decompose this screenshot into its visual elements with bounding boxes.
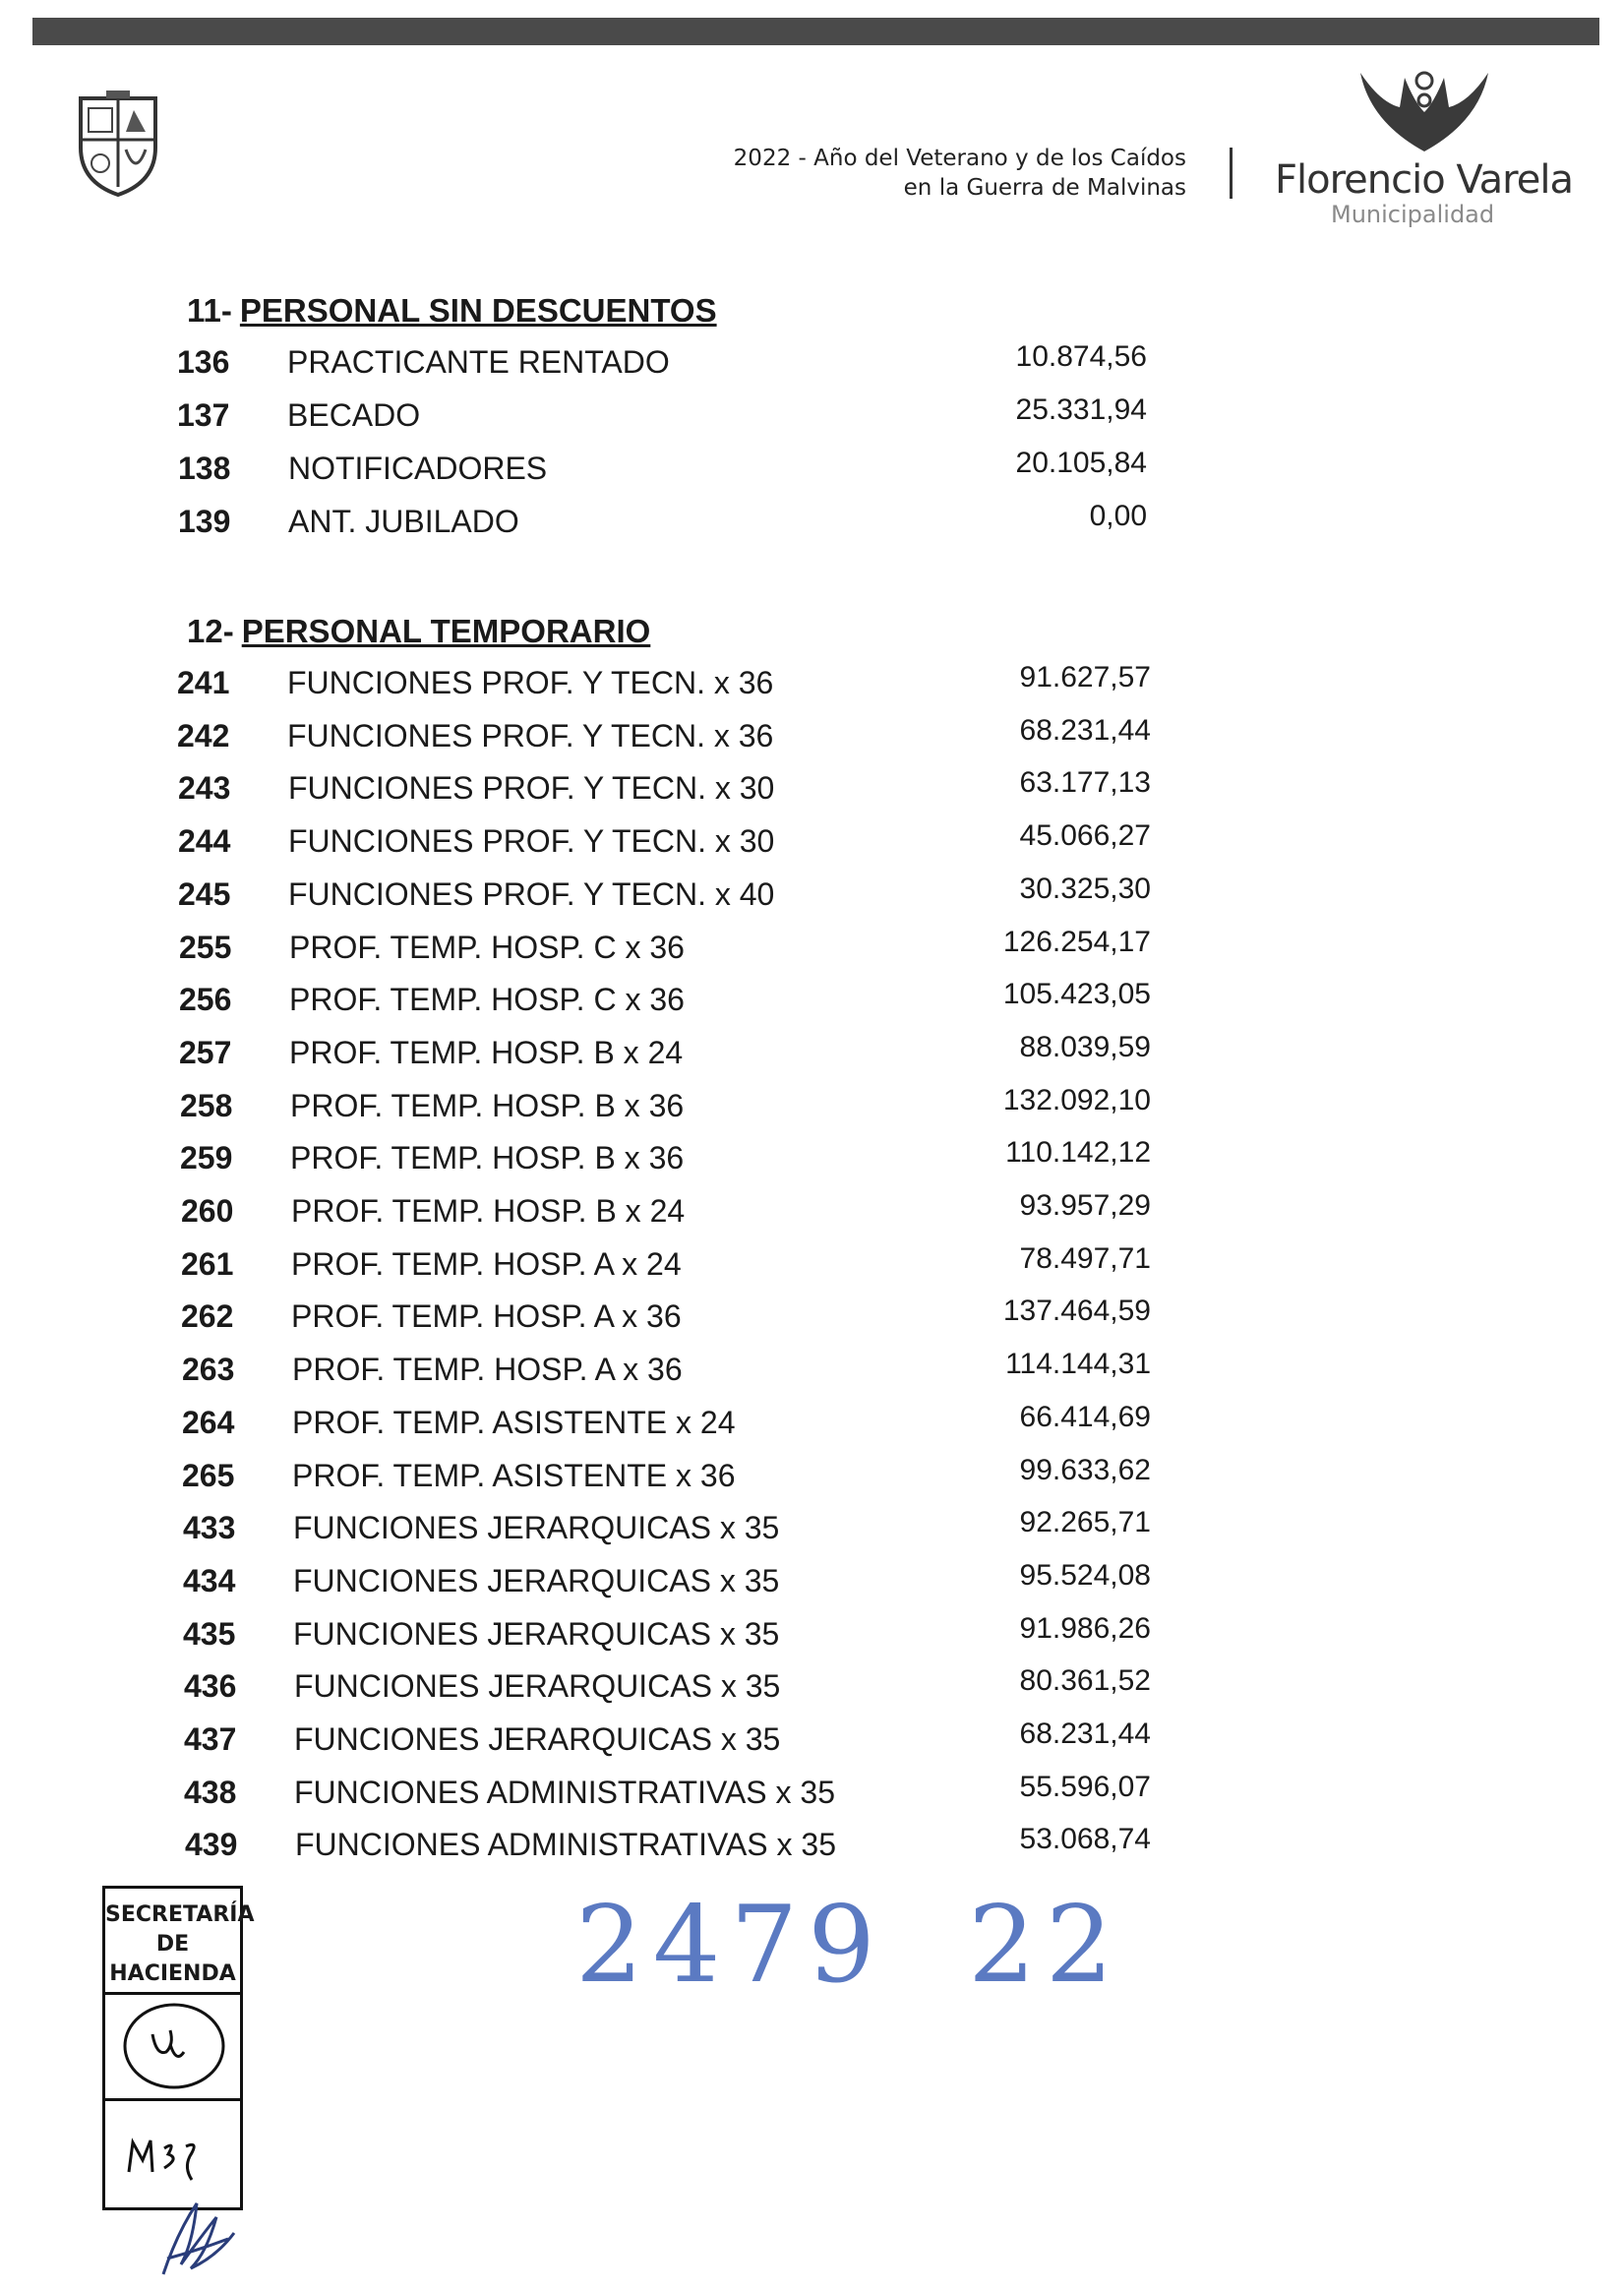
- row-description: FUNCIONES JERARQUICAS x 35: [293, 1510, 780, 1545]
- row-description: PROF. TEMP. ASISTENTE x 36: [292, 1458, 736, 1493]
- page-top-bar: [32, 18, 1599, 45]
- row-description: PROF. TEMP. HOSP. A x 24: [291, 1246, 682, 1282]
- row-amount: 66.414,69: [1019, 1401, 1151, 1433]
- row-amount: 88.039,59: [1019, 1031, 1151, 1063]
- table-row: [179, 1031, 1151, 1080]
- row-code: 261: [181, 1246, 234, 1282]
- row-amount: 25.331,94: [1015, 393, 1147, 426]
- row-description: FUNCIONES JERARQUICAS x 35: [294, 1668, 781, 1704]
- table-row: [181, 1295, 1151, 1344]
- florencio-varela-logo-icon: [1351, 63, 1498, 161]
- row-description: FUNCIONES PROF. Y TECN. x 40: [288, 876, 775, 912]
- row-code: 438: [184, 1775, 237, 1810]
- row-code: 437: [184, 1721, 237, 1757]
- row-amount: 20.105,84: [1015, 447, 1147, 479]
- table-row: [184, 1771, 1151, 1820]
- row-code: 137: [177, 397, 230, 433]
- row-amount: 80.361,52: [1019, 1664, 1151, 1697]
- table-row: [179, 978, 1151, 1027]
- row-code: 259: [180, 1140, 233, 1175]
- table-row: [185, 1823, 1151, 1872]
- header-divider: [1230, 148, 1233, 199]
- row-amount: 93.957,29: [1019, 1189, 1151, 1222]
- row-code: 260: [181, 1193, 234, 1229]
- stamp-line: DE: [155, 1932, 190, 1957]
- table-row: [180, 1084, 1151, 1133]
- table-row: [181, 1242, 1151, 1292]
- section-number: 11-: [187, 292, 232, 329]
- row-description: FUNCIONES PROF. Y TECN. x 30: [288, 823, 775, 859]
- row-amount: 63.177,13: [1019, 766, 1151, 799]
- row-description: PROF. TEMP. HOSP. A x 36: [291, 1298, 682, 1334]
- row-description: PROF. TEMP. ASISTENTE x 24: [292, 1405, 736, 1440]
- section-title-12: [187, 613, 650, 650]
- row-amount: 68.231,44: [1019, 714, 1151, 747]
- initial-circle-signature-icon: [105, 1995, 240, 2098]
- row-description: PROF. TEMP. HOSP. B x 36: [290, 1088, 685, 1123]
- row-description: BECADO: [287, 397, 421, 433]
- table-row: [177, 340, 1147, 390]
- table-row: [182, 1454, 1151, 1503]
- table-row: [178, 500, 1147, 549]
- row-code: 138: [178, 451, 231, 486]
- table-row: [181, 1189, 1151, 1238]
- row-description: PROF. TEMP. HOSP. C x 36: [289, 982, 685, 1017]
- row-code: 264: [182, 1405, 235, 1440]
- row-description: FUNCIONES PROF. Y TECN. x 36: [287, 665, 774, 700]
- table-row: [177, 714, 1151, 763]
- table-row: [183, 1506, 1151, 1555]
- row-code: 256: [179, 982, 232, 1017]
- row-amount: 55.596,07: [1019, 1771, 1151, 1803]
- table-row: [183, 1559, 1151, 1608]
- table-row: [182, 1348, 1151, 1397]
- section-name: PERSONAL SIN DESCUENTOS: [239, 292, 717, 329]
- table-row: [178, 819, 1151, 869]
- row-amount: 0,00: [1089, 500, 1147, 532]
- row-amount: 68.231,44: [1019, 1718, 1151, 1750]
- hacienda-stamp-label: [105, 1889, 255, 1995]
- table-row: [177, 393, 1147, 443]
- row-description: PROF. TEMP. HOSP. B x 24: [291, 1193, 686, 1229]
- row-code: 243: [178, 770, 231, 806]
- signature-scribble-icon: [148, 2174, 246, 2282]
- year-motto-line1: 2022 - Año del Veterano y de los Caídos: [733, 146, 1186, 171]
- section-name: PERSONAL TEMPORARIO: [241, 613, 651, 649]
- row-code: 255: [179, 930, 232, 965]
- table-row: [182, 1401, 1151, 1450]
- row-amount: 78.497,71: [1019, 1242, 1151, 1275]
- row-description: PROF. TEMP. HOSP. B x 36: [290, 1140, 685, 1175]
- row-description: NOTIFICADORES: [288, 451, 548, 486]
- row-code: 136: [177, 344, 230, 380]
- row-description: PROF. TEMP. HOSP. A x 36: [292, 1352, 683, 1387]
- row-description: PROF. TEMP. HOSP. B x 24: [289, 1035, 684, 1070]
- row-code: 265: [182, 1458, 235, 1493]
- brand-subtitle: Municipalidad: [1331, 201, 1495, 228]
- row-amount: 91.627,57: [1019, 661, 1151, 693]
- row-description: FUNCIONES ADMINISTRATIVAS x 35: [294, 1775, 836, 1810]
- row-code: 262: [181, 1298, 234, 1334]
- row-description: PRACTICANTE RENTADO: [287, 344, 670, 380]
- row-description: FUNCIONES JERARQUICAS x 35: [293, 1616, 780, 1652]
- section-title-11: [187, 292, 717, 330]
- table-row: [184, 1664, 1151, 1714]
- row-description: FUNCIONES ADMINISTRATIVAS x 35: [295, 1827, 837, 1862]
- table-row: [180, 1136, 1151, 1185]
- row-description: ANT. JUBILADO: [288, 504, 519, 539]
- row-code: 439: [185, 1827, 238, 1862]
- row-amount: 114.144,31: [1005, 1348, 1151, 1380]
- row-code: 436: [184, 1668, 237, 1704]
- row-amount: 92.265,71: [1019, 1506, 1151, 1538]
- row-code: 241: [177, 665, 230, 700]
- municipal-crest-icon: [73, 89, 163, 199]
- row-code: 434: [183, 1563, 236, 1598]
- row-amount: 126.254,17: [1002, 926, 1151, 958]
- row-amount: 10.874,56: [1015, 340, 1147, 373]
- row-amount: 137.464,59: [1002, 1295, 1151, 1327]
- table-row: [179, 926, 1151, 975]
- row-amount: 95.524,08: [1019, 1559, 1151, 1592]
- stamp-number: 2479 22: [575, 1884, 1123, 2007]
- table-row: [183, 1612, 1151, 1661]
- section-number: 12-: [187, 613, 234, 649]
- row-amount: 91.986,26: [1019, 1612, 1151, 1645]
- row-description: FUNCIONES PROF. Y TECN. x 36: [287, 718, 774, 753]
- brand-name: Florencio Varela: [1275, 157, 1573, 203]
- year-motto: [734, 144, 1186, 203]
- initials-cell: [105, 1995, 240, 2101]
- row-code: 242: [177, 718, 230, 753]
- row-amount: 45.066,27: [1019, 819, 1151, 852]
- row-code: 263: [182, 1352, 235, 1387]
- row-code: 244: [178, 823, 231, 859]
- row-code: 435: [183, 1616, 236, 1652]
- table-row: [178, 766, 1151, 815]
- row-code: 433: [183, 1510, 236, 1545]
- row-amount: 53.068,74: [1019, 1823, 1151, 1855]
- year-motto-line2: en la Guerra de Malvinas: [903, 175, 1186, 201]
- row-code: 245: [178, 876, 231, 912]
- stamp-line: HACIENDA: [109, 1961, 236, 1986]
- row-code: 258: [180, 1088, 233, 1123]
- table-row: [184, 1718, 1151, 1767]
- hacienda-stamp-box: [102, 1886, 255, 2210]
- row-description: PROF. TEMP. HOSP. C x 36: [289, 930, 685, 965]
- row-description: FUNCIONES JERARQUICAS x 35: [294, 1721, 781, 1757]
- row-amount: 99.633,62: [1019, 1454, 1151, 1486]
- row-amount: 132.092,10: [1002, 1084, 1151, 1116]
- table-row: [178, 447, 1147, 496]
- row-code: 257: [179, 1035, 232, 1070]
- row-description: FUNCIONES PROF. Y TECN. x 30: [288, 770, 775, 806]
- stamp-line: SECRETARÍA: [105, 1902, 255, 1927]
- table-row: [177, 661, 1151, 710]
- row-amount: 30.325,30: [1019, 873, 1151, 905]
- row-code: 139: [178, 504, 231, 539]
- row-description: FUNCIONES JERARQUICAS x 35: [293, 1563, 780, 1598]
- table-row: [178, 873, 1151, 922]
- row-amount: 105.423,05: [1002, 978, 1151, 1010]
- row-amount: 110.142,12: [1005, 1136, 1151, 1169]
